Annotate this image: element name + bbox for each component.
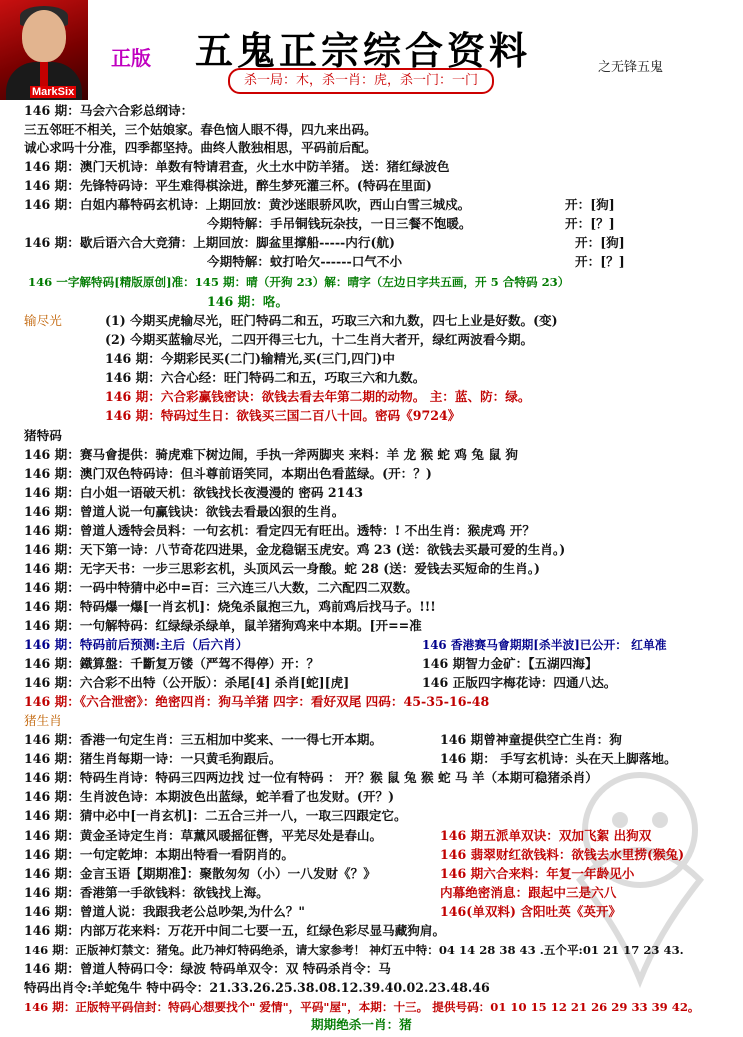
line-46: 146 期：正版神灯禁文：猪兔。此乃神灯特码绝杀，请大家参考！ 神灯五中特：04 14 28 38 43 .五个平:01 21 17 23 43. — [24, 943, 684, 957]
line-03: 诚心求吗十分准，四季都坚持。曲终人散独相思，平码前后配。 — [24, 140, 377, 155]
line-24: 146 期：曾道人透特会员料：一句玄机：看定四无有旺出。透特：! 不出生肖：猴虎鸡 开？ — [24, 523, 535, 538]
line-40-right: 146 期五派单双诀：双加飞絮 出狗双 — [440, 828, 652, 843]
line-10: 146 一字解特码[精版原创]准：145 期：晴（开狗 23）解：晴字（左边日字共五画，开 5 合特码 23） — [28, 275, 570, 289]
line-07-right: 开：[？] — [565, 216, 615, 231]
line-20: 146 期：赛马會提供：骑虎难下树边闹，手执一斧两脚夹 来料：羊 龙 猴 蛇 鸡 兔 鼠 狗 — [24, 447, 518, 462]
line-40: 146 期：黄金圣诗定生肖：草薰风暖摇征辔，平芜尽处是春山。 — [24, 828, 383, 843]
line-44: 146 期：曾道人说：我跟我老公总吵架,为什么？" — [24, 904, 305, 919]
line-31-right: 146 期智力金矿：【五湖四海】 — [422, 656, 598, 671]
line-05: 146 期：先锋特码诗：平生难得棋涂进，醉生梦死灌三杯。(特码在里面) — [24, 178, 432, 193]
line-27: 146 期：一码中特猜中必中=百：三六连三八大数，二六配四二双数。 — [24, 580, 418, 595]
line-43-right: 内幕绝密消息：跟起中三是六八 — [440, 885, 617, 900]
line-12: 输尽光 — [24, 313, 62, 328]
line-25: 146 期：天下第一诗：八节奇花四进果，金龙稳锯玉虎安。鸡 23 (送：欲钱去买最可爱的生肖。) — [24, 542, 566, 557]
line-41: 146 期：一句定乾坤：本期出特看一看阴肖的。 — [24, 847, 294, 862]
line-50: 期期绝杀一肖：猪 — [311, 1017, 412, 1032]
line-37: 146 期：特码生肖诗：特码三四两边找 过一位有特码 ： 开？猴 鼠 兔 猴 蛇 马 羊（本期可稳猪杀肖） — [24, 770, 598, 785]
line-42-right: 146 期六合来料：年复一年龄见小 — [440, 866, 635, 881]
line-11: 146 期：咯。 — [207, 294, 289, 309]
line-32: 146 期：六合彩不出特（公开版）：杀尾[4] 杀肖[蛇][虎] — [24, 675, 350, 690]
line-21: 146 期：澳门双色特码诗：但斗尊前语笑同，本期出色看蓝绿。(开：？) — [24, 466, 432, 481]
line-19: 猪特码 — [24, 428, 62, 443]
line-29: 146 期：一句解特码：红绿绿杀绿单，鼠羊猪狗鸡来中本期。[开==准 — [24, 618, 422, 633]
line-48: 特码出肖令:羊蛇兔牛 特中码令：21.33.26.25.38.08.12.39.40.02.23.48.46 — [24, 980, 490, 995]
photo-face — [22, 10, 66, 62]
line-42: 146 期：金言玉语【期期准】：聚散匆匆（小）一八发财《？》 — [24, 866, 376, 881]
line-18: 146 期：特码过生日：欲钱买三国二百八十回。密码《9724》 — [105, 408, 461, 423]
line-15: 146 期：今期彩民买(二门)输精光,买(三门,四门)中 — [105, 351, 395, 366]
line-08: 146 期：歇后语六合大竞猜：上期回放：脚盆里撑船-----内行(航) — [24, 235, 395, 250]
line-34: 猪生肖 — [24, 713, 62, 728]
line-09-right: 开：[？] — [575, 254, 625, 269]
line-36-right: 146 期： 手写玄机诗：头在天上脚落地。 — [440, 751, 677, 766]
photo-logo: MarkSix — [32, 86, 75, 98]
line-35-right: 146 期曾神童提供空亡生肖：狗 — [440, 732, 622, 747]
line-47: 146 期：曾道人特码口令：绿波 特码单双令：双 特码杀肖令：马 — [24, 961, 391, 976]
line-44-right: 146(单双料) 含阳吐英《英开》 — [440, 904, 622, 919]
line-30: 146 期：特码前后预测:主后（后六肖） — [24, 637, 249, 652]
line-07: 今期特解：手吊铜钱玩杂技，一日三餐不饱暖。 — [207, 216, 472, 231]
line-23: 146 期：曾道人说一句赢钱诀：欲钱去看最凶狠的生肖。 — [24, 504, 345, 519]
line-17: 146 期：六合彩赢钱密诀：欲钱去看去年第二期的动物。 主：蓝、防：绿。 — [105, 389, 531, 404]
line-35: 146 期：香港一句定生肖：三五相加中奖来、一一得七开本期。 — [24, 732, 383, 747]
host-photo — [0, 0, 88, 100]
line-28: 146 期：特码爆一爆[一肖玄机]：烧兔杀鼠抱三九，鸡前鸡后找马子。!!! — [24, 599, 436, 614]
line-41-right: 146 翡翠财红欲钱料：欲钱去水里捞(猴兔) — [440, 847, 685, 862]
line-04: 146 期：澳门天机诗：单数有特请君查，火土水中防羊猪。 送：猪红绿波色 — [24, 159, 450, 174]
line-30-right: 146 香港赛马會期期[杀半波]已公开： 红单准 — [422, 638, 667, 652]
line-01: 146 期：马会六合彩总纲诗： — [24, 103, 194, 118]
kill-summary-box: 杀一局：木，杀一肖：虎，杀一门：一门 — [228, 68, 494, 94]
line-36: 146 期：猪生肖每期一诗：一只黄毛狗跟后。 — [24, 751, 282, 766]
line-13: (1) 今期买虎输尽光，旺门特码二和五，巧取三六和九数，四七上业是好数。(变) — [105, 313, 558, 328]
line-26: 146 期：无字天书：一步三思彩玄机，头顶风云一身酸。蛇 28 (送：爱钱去买短命的生肖。) — [24, 561, 540, 576]
line-43: 146 期：香港第一手欲钱料：欲钱找上海。 — [24, 885, 269, 900]
line-45: 146 期：内部万花来料：万花开中间二七要一五，红绿色彩尽显马藏狗肩。 — [24, 923, 446, 938]
line-16: 146 期：六合心经：旺门特码二和五，巧取三六和九数。 — [105, 370, 426, 385]
page-title: 五鬼正宗综合资料 — [195, 28, 532, 73]
line-38: 146 期：生肖波色诗：本期波色出蓝绿，蛇羊看了也发财。(开？) — [24, 789, 395, 804]
line-31: 146 期：鐵算盤：千斷复万镂（严驾不得停）开：？ — [24, 656, 320, 671]
line-09: 今期特解：蚊打哈欠------口气不小 — [207, 254, 403, 269]
line-33: 146 期：《六合泄密》：绝密四肖：狗马羊猪 四字：看好双尾 四码：45-35-16-48 — [24, 694, 490, 709]
line-02: 三五邻旺不相关，三个姑娘家。春色恼人眼不得，四九来出码。 — [24, 122, 377, 137]
line-06: 146 期：白姐内幕特码玄机诗：上期回放：黄沙迷眼骄风吹，西山白雪三城戍。 — [24, 197, 471, 212]
line-32-right: 146 正版四字梅花诗：四通八达。 — [422, 675, 617, 690]
line-49: 146 期：正版特平码信封：特码心想要找个" 爱情"，平码"屋"，本期：十三。 提供号码：01 10 15 12 21 26 29 33 39 42。 — [24, 1000, 700, 1014]
edition-badge: 正版 — [111, 46, 151, 70]
author-label: 之无锋五鬼 — [598, 60, 664, 75]
line-22: 146 期：白小姐一语破天机：欲钱找长夜漫漫的 密码 2143 — [24, 485, 363, 500]
line-06-right: 开：[狗] — [565, 197, 615, 212]
line-08-right: 开：[狗] — [575, 235, 625, 250]
line-14: (2) 今期买蓝输尽光，二四开得三七九，十二生肖大者开，绿红两波看今期。 — [105, 332, 534, 347]
line-39: 146 期：猜中必中[一肖玄机]：二五合三并一八，一取三四跟定它。 — [24, 808, 407, 823]
